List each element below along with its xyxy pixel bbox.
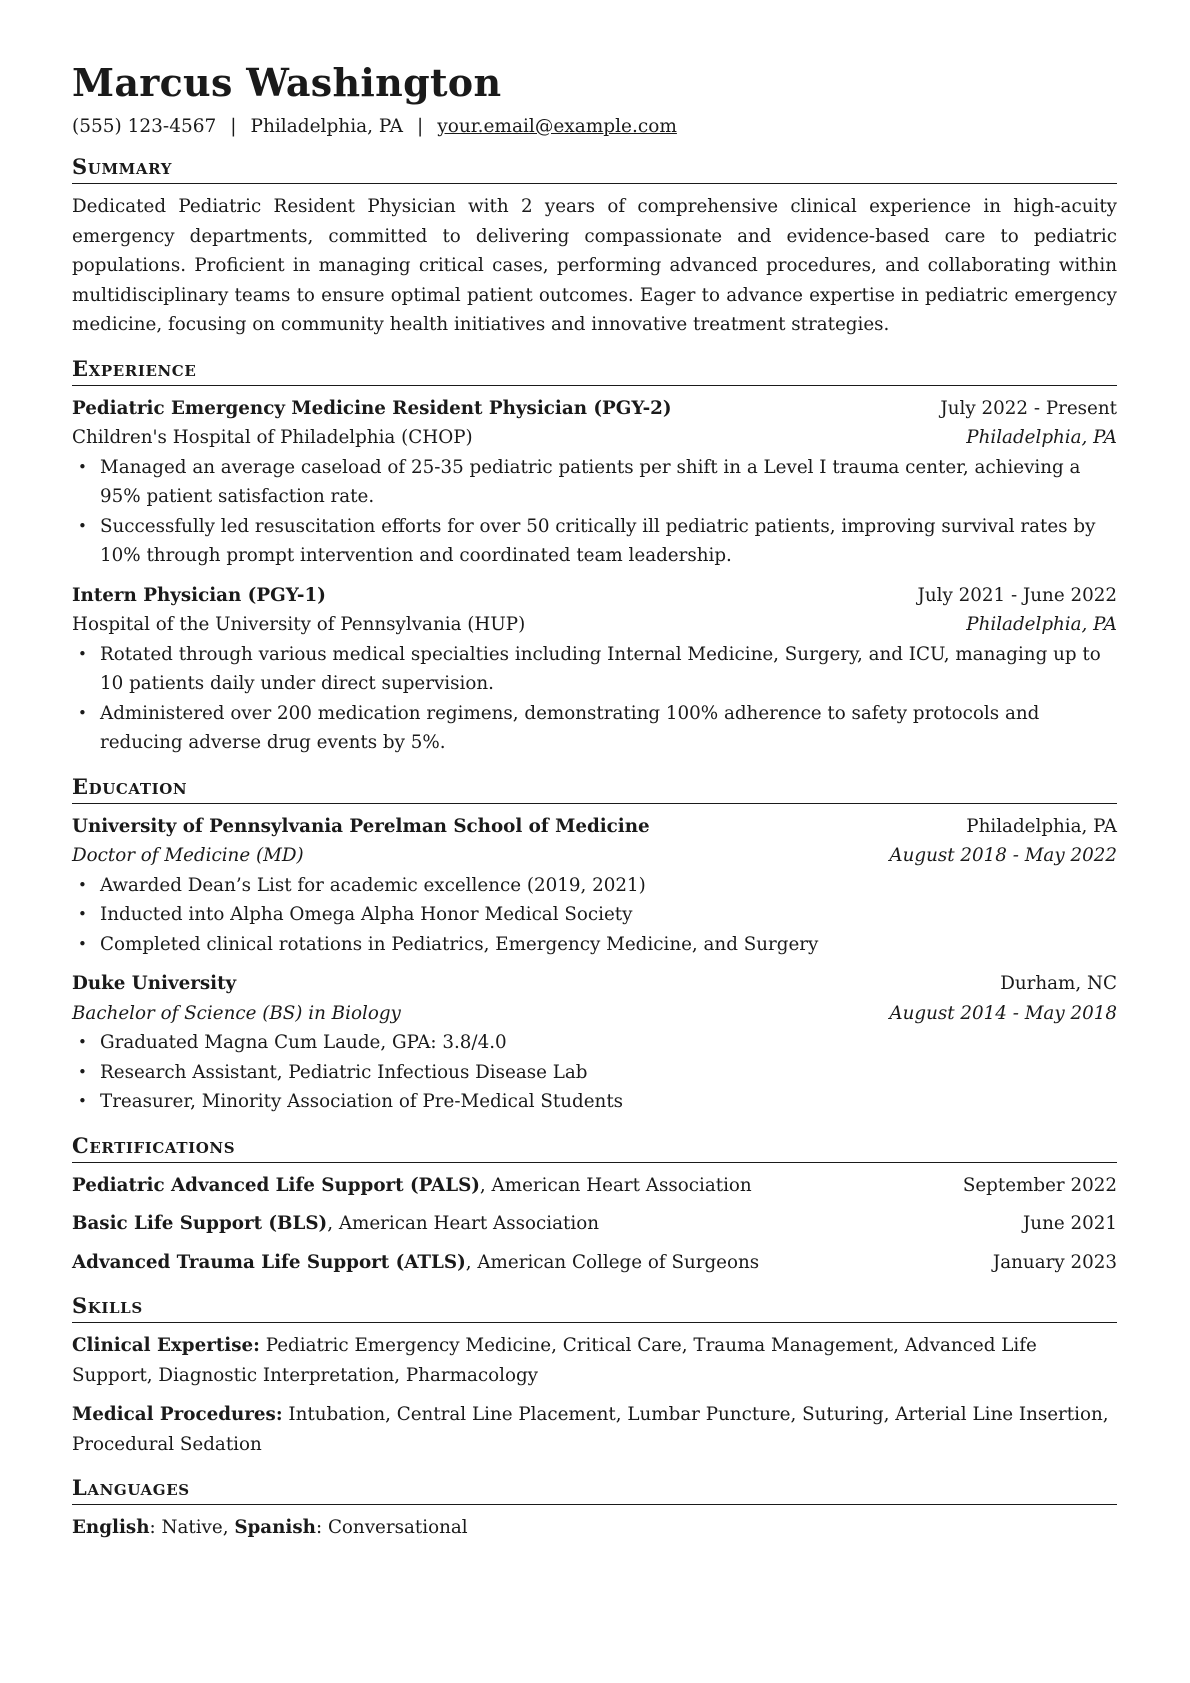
job-header (72, 581, 1117, 611)
summary-section (72, 154, 1117, 340)
certification-issuer: , American Heart Association (479, 1174, 752, 1196)
certifications-list (72, 1171, 1117, 1278)
job-role: Intern Physician (PGY-1) (72, 584, 326, 606)
certification-name: Basic Life Support (BLS) (72, 1213, 328, 1234)
job-subheader (72, 610, 1117, 640)
skill-group-label: Medical Procedures: (72, 1404, 283, 1425)
education-dates: August 2018 - May 2022 (889, 845, 1117, 866)
contact-line (72, 114, 1117, 140)
email-link[interactable]: your.email@example.com (437, 116, 677, 137)
skill-group (72, 1400, 1117, 1459)
school-name: Duke University (72, 973, 237, 994)
section-title-summary: Summary (72, 154, 1117, 184)
job-organization: Hospital of the University of Pennsylvania (HUP) (72, 614, 526, 635)
job-role: Pediatric Emergency Medicine Resident Physician (PGY-2) (72, 397, 672, 419)
list-item: • Awarded Dean’s List for academic excellence (2019, 2021) (100, 871, 1117, 901)
phone-number: (555) 123-4567 (72, 116, 217, 137)
job-location: Philadelphia, PA (966, 427, 1117, 448)
degree: Doctor of Medicine (MD) (72, 845, 304, 866)
job-header (72, 394, 1117, 424)
certifications-section (72, 1133, 1117, 1278)
contact-separator: | (417, 116, 424, 137)
list-item: • Completed clinical rotations in Pediatrics, Emergency Medicine, and Surgery (100, 930, 1117, 960)
summary-text: Dedicated Pediatric Resident Physician with 2 years of comprehensive clinical experience in high-acuity emergency departments, committed to delivering compassionate and evidence-based care to pediatric populations. Proficient in managing critical cases, performing advanced procedures, and collaborating within multidisciplinary teams to ensure optimal patient outcomes. Eager to advance expertise in pediatric emergency medicine, focusing on community health initiatives and innovative treatment strategies. (72, 196, 1117, 335)
certification (72, 1171, 752, 1201)
skill-group-text: Intubation, Central Line Placement, Lumbar Puncture, Suturing, Arterial Line Insertion, Procedural Sedation (72, 1404, 1109, 1455)
job-location: Philadelphia, PA (966, 614, 1117, 635)
skill-group-label: Clinical Expertise: (72, 1335, 260, 1356)
contact-separator: | (230, 116, 237, 137)
education-bullets (72, 871, 1117, 960)
certification-row (72, 1209, 1117, 1239)
skill-group-text: Pediatric Emergency Medicine, Critical Care, Trauma Management, Advanced Life Support, Diagnostic Interpretation, Pharmacology (72, 1335, 1037, 1386)
experience-section (72, 356, 1117, 758)
languages-section (72, 1475, 1117, 1543)
job-bullets (72, 453, 1117, 571)
section-title-education: Education (72, 774, 1117, 804)
job-organization: Children's Hospital of Philadelphia (CHOP) (72, 427, 473, 448)
education-subheader (72, 841, 1117, 871)
section-title-certifications: Certifications (72, 1133, 1117, 1163)
list-item: • Treasurer, Minority Association of Pre-Medical Students (100, 1087, 1117, 1117)
school-name: University of Pennsylvania Perelman School of Medicine (72, 815, 650, 837)
language-name: English (72, 1517, 150, 1538)
list-item: • Research Assistant, Pediatric Infectious Disease Lab (100, 1058, 1117, 1088)
list-item: • Successfully led resuscitation efforts for over 50 critically ill pediatric patients, improving survival rates by 10% through prompt intervention and coordinated team leadership. (100, 512, 1117, 571)
certification-row (72, 1171, 1117, 1201)
education-bullets (72, 1028, 1117, 1117)
job-entry (72, 581, 1117, 758)
job-bullets (72, 640, 1117, 758)
resume-content (72, 58, 1117, 1543)
education-entry (72, 969, 1117, 1117)
certification (72, 1209, 599, 1239)
certification (72, 1248, 759, 1278)
section-title-languages: Languages (72, 1475, 1117, 1505)
certification-date: June 2021 (1022, 1213, 1117, 1234)
education-header (72, 812, 1117, 842)
list-item: • Inducted into Alpha Omega Alpha Honor Medical Society (100, 900, 1117, 930)
education-dates: August 2014 - May 2018 (889, 1002, 1117, 1024)
list-item: • Rotated through various medical specialties including Internal Medicine, Surgery, and ICU, managing up to 10 patients daily under direct supervision. (100, 640, 1117, 699)
certification-row (72, 1248, 1117, 1278)
education-entry (72, 812, 1117, 960)
job-entry (72, 394, 1117, 571)
list-item: • Managed an average caseload of 25-35 pediatric patients per shift in a Level I trauma center, achieving a 95% patient satisfaction rate. (100, 453, 1117, 512)
language-name: Spanish (234, 1517, 316, 1538)
languages-line (72, 1513, 1117, 1543)
list-item: • Administered over 200 medication regimens, demonstrating 100% adherence to safety protocols and reducing adverse drug events by 5%. (100, 699, 1117, 758)
location: Philadelphia, PA (250, 116, 404, 137)
job-dates: July 2022 - Present (940, 397, 1117, 419)
education-section (72, 774, 1117, 1117)
candidate-name: Marcus Washington (72, 60, 502, 105)
school-location: Philadelphia, PA (966, 815, 1117, 837)
language-level: : Conversational (315, 1517, 468, 1538)
skills-section (72, 1293, 1117, 1459)
certification-name: Pediatric Advanced Life Support (PALS) (72, 1174, 480, 1196)
education-subheader (72, 999, 1117, 1029)
school-location: Durham, NC (1000, 973, 1117, 994)
education-header (72, 969, 1117, 999)
list-item: • Graduated Magna Cum Laude, GPA: 3.8/4.0 (100, 1028, 1117, 1058)
degree: Bachelor of Science (BS) in Biology (72, 1002, 401, 1024)
certification-date: September 2022 (962, 1174, 1117, 1196)
skill-group (72, 1331, 1117, 1390)
section-title-skills: Skills (72, 1293, 1117, 1323)
certification-date: January 2023 (992, 1251, 1117, 1273)
job-dates: July 2021 - June 2022 (917, 584, 1117, 606)
certification-name: Advanced Trauma Life Support (ATLS) (72, 1251, 466, 1273)
language-level: : Native, (149, 1517, 235, 1538)
section-title-experience: Experience (72, 356, 1117, 386)
job-subheader (72, 423, 1117, 453)
certification-issuer: , American College of Surgeons (465, 1251, 760, 1273)
certification-issuer: , American Heart Association (327, 1213, 599, 1234)
